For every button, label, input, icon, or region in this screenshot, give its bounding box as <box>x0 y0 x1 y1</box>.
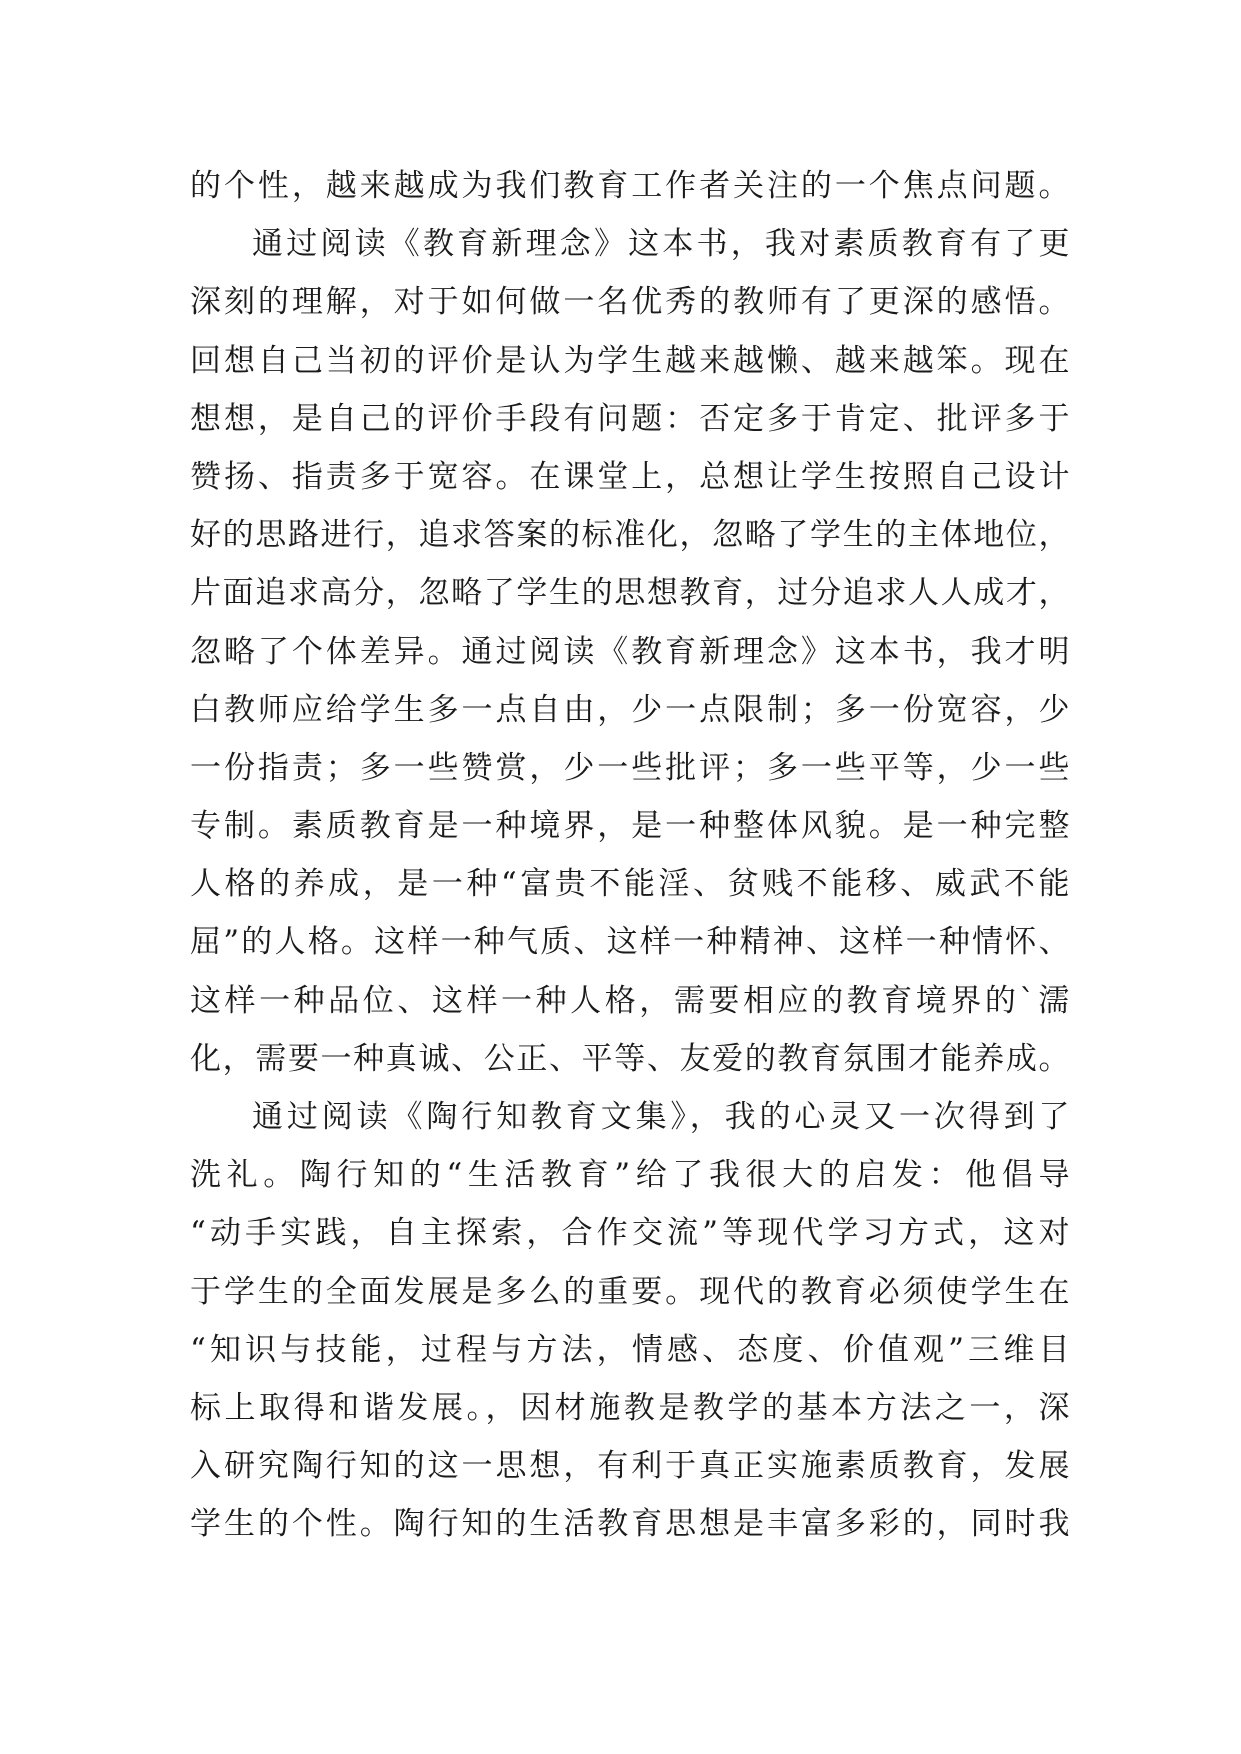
text-line: “知识与技能，过程与方法，情感、态度、价值观”三维目 <box>190 1331 1070 1368</box>
text-line: 赞扬、指责多于宽容。在课堂上，总想让学生按照自己设计 <box>190 458 1070 495</box>
text-line: 的个性，越来越成为我们教育工作者关注的一个焦点问题。 <box>190 168 1070 204</box>
text-line: 屈”的人格。这样一种气质、这样一种精神、这样一种情怀、 <box>190 924 1070 961</box>
text-line: 白教师应给学生多一点自由，少一点限制；多一份宽容，少 <box>190 691 1070 728</box>
text-line: 回想自己当初的评价是认为学生越来越懒、越来越笨。现在 <box>190 342 1070 379</box>
text-line: “动手实践，自主探索，合作交流”等现代学习方式，这对 <box>190 1215 1070 1252</box>
text-line: 学生的个性。陶行知的生活教育思想是丰富多彩的，同时我 <box>190 1506 1070 1543</box>
text-line: 化，需要一种真诚、公正、平等、友爱的教育氛围才能养成。 <box>190 1040 1070 1077</box>
text-line: 片面追求高分，忽略了学生的思想教育，过分追求人人成才， <box>190 575 1070 612</box>
text-line: 入研究陶行知的这一思想，有利于真正实施素质教育，发展 <box>190 1448 1070 1485</box>
paragraph-start-line: 通过阅读《陶行知教育文集》，我的心灵又一次得到了 <box>252 1099 1070 1135</box>
paragraph-start-line: 通过阅读《教育新理念》这本书，我对素质教育有了更 <box>252 226 1070 263</box>
text-line: 洗礼。陶行知的“生活教育”给了我很大的启发：他倡导 <box>190 1157 1070 1194</box>
text-line: 这样一种品位、这样一种人格，需要相应的教育境界的`濡 <box>190 982 1070 1019</box>
body-text <box>190 157 1070 1554</box>
text-line: 人格的养成，是一种“富贵不能淫、贫贱不能移、威武不能 <box>190 866 1070 903</box>
text-line: 标上取得和谐发展。，因材施教是教学的基本方法之一，深 <box>190 1389 1070 1426</box>
text-line: 忽略了个体差异。通过阅读《教育新理念》这本书，我才明 <box>190 633 1070 670</box>
text-line: 想想，是自己的评价手段有问题：否定多于肯定、批评多于 <box>190 400 1070 437</box>
text-line: 一份指责；多一些赞赏，少一些批评；多一些平等，少一些 <box>190 749 1070 786</box>
text-line: 深刻的理解，对于如何做一名优秀的教师有了更深的感悟。 <box>190 284 1070 321</box>
text-line: 专制。素质教育是一种境界，是一种整体风貌。是一种完整 <box>190 808 1070 845</box>
text-line: 好的思路进行，追求答案的标准化，忽略了学生的主体地位， <box>190 517 1070 554</box>
text-line: 于学生的全面发展是多么的重要。现代的教育必须使学生在 <box>190 1273 1070 1310</box>
